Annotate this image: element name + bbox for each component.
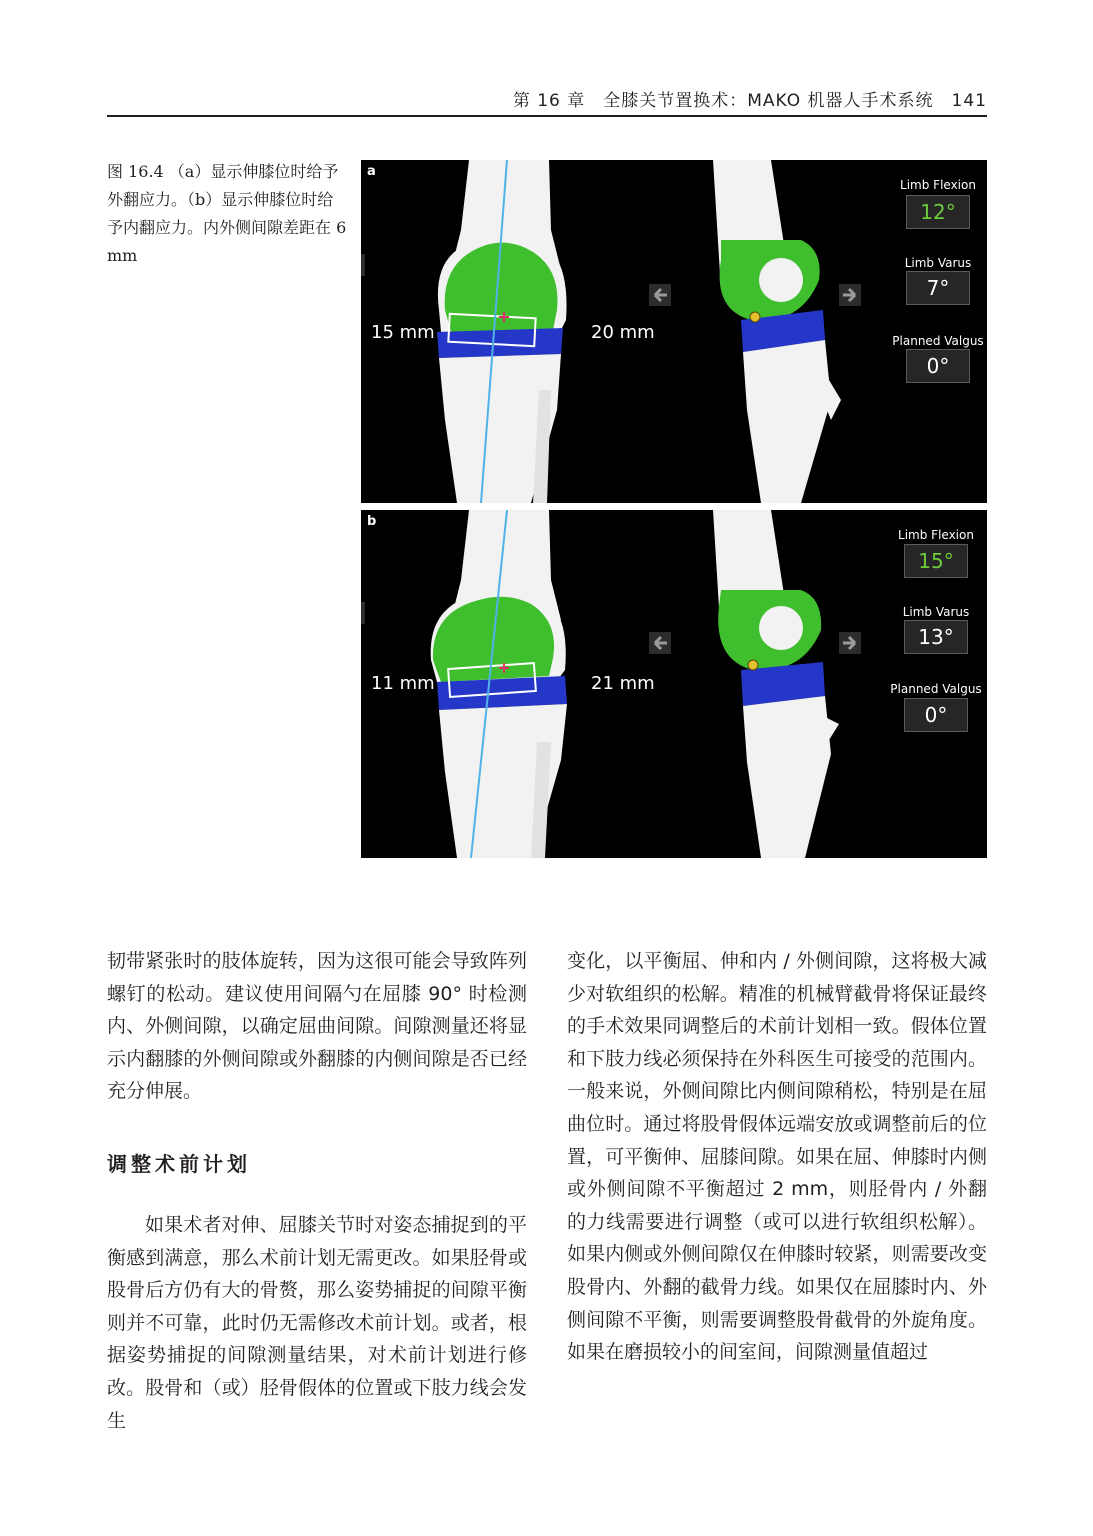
gap-right-label: 20 mm xyxy=(591,322,655,343)
stat-value-limb-varus: 7° xyxy=(906,271,970,305)
left-column-continued xyxy=(107,1209,527,1437)
stat-label-limb-flexion: Limb Flexion xyxy=(898,528,974,542)
figure-caption: 图 16.4 （a）显示伸膝位时给予外翻应力。（b）显示伸膝位时给予内翻应力。内外侧间隙差距在 6 mm xyxy=(107,162,347,265)
stat-label-planned-valgus: Planned Valgus xyxy=(892,334,984,348)
stat-value-limb-flexion: 12° xyxy=(906,195,970,229)
stat-label-limb-varus: Limb Varus xyxy=(902,605,970,619)
body-paragraph: 韧带紧张时的肢体旋转，因为这很可能会导致阵列螺钉的松动。建议使用间隔勺在屈膝 90° 时检测内、外侧间隙，以确定屈曲间隙。间隙测量还将显示内翻膝的外侧间隙或外翻膝的内侧间隙是否已经充分伸展。 xyxy=(107,950,527,1103)
page-header xyxy=(107,86,987,116)
body-paragraph: 如果术者对伸、屈膝关节时对姿态捕捉到的平衡感到满意，那么术前计划无需更改。如果胫骨或股骨后方仍有大的骨赘，那么姿势捕捉的间隙平衡则并不可靠，此时仍无需修改术前计划。或者，根据姿势捕捉的间隙测量结果，对术前计划进行修改。股骨和（或）胫骨假体的位置或下肢力线会发生 xyxy=(107,1214,527,1432)
knee-render-a xyxy=(361,160,987,503)
right-column xyxy=(567,945,987,1369)
figure-panel-a xyxy=(361,160,987,503)
gap-left-label: 11 mm xyxy=(371,673,435,694)
stat-value-planned-valgus: 0° xyxy=(906,349,970,383)
stat-label-limb-flexion: Limb Flexion xyxy=(900,178,976,192)
panel-letter: b xyxy=(367,514,377,529)
body-paragraph: 变化，以平衡屈、伸和内 / 外侧间隙，这将极大减少对软组织的松解。精准的机械臂截骨将保证最终的手术效果同调整后的术前计划相一致。假体位置和下肢力线必须保持在外科医生可接受的范围内。一般来说，外侧间隙比内侧间隙稍松，特别是在屈曲位时。通过将股骨假体远端安放或调整前后的位置，可平衡伸、屈膝间隙。如果在屈、伸膝时内侧或外侧间隙不平衡超过 2 mm，则胫骨内 / 外翻的力线需要进行调整（或可以进行软组织松解）。如果内侧或外侧间隙仅在伸膝时较紧，则需要改变股骨内、外翻的截骨力线。如果仅在屈膝时内、外侧间隙不平衡，则需要调整股骨截骨的外旋角度。如果在磨损较小的间室间，间隙测量值超过 xyxy=(567,950,987,1364)
section-title: 调整术前计划 xyxy=(107,1152,251,1176)
stat-label-limb-varus: Limb Varus xyxy=(904,256,972,270)
stat-value-limb-varus: 13° xyxy=(904,620,968,654)
gap-left-label: 15 mm xyxy=(371,322,435,343)
stat-label-planned-valgus: Planned Valgus xyxy=(890,682,982,696)
panel-letter: a xyxy=(367,164,376,179)
header-rule xyxy=(107,115,987,117)
stat-value-limb-flexion: 15° xyxy=(904,544,968,578)
header-text: 第 16 章 全膝关节置换术：MAKO 机器人手术系统 141 xyxy=(512,91,987,111)
figure-panel-b xyxy=(361,510,987,858)
stat-value-planned-valgus: 0° xyxy=(904,698,968,732)
gap-right-label: 21 mm xyxy=(591,673,655,694)
left-column xyxy=(107,945,527,1108)
